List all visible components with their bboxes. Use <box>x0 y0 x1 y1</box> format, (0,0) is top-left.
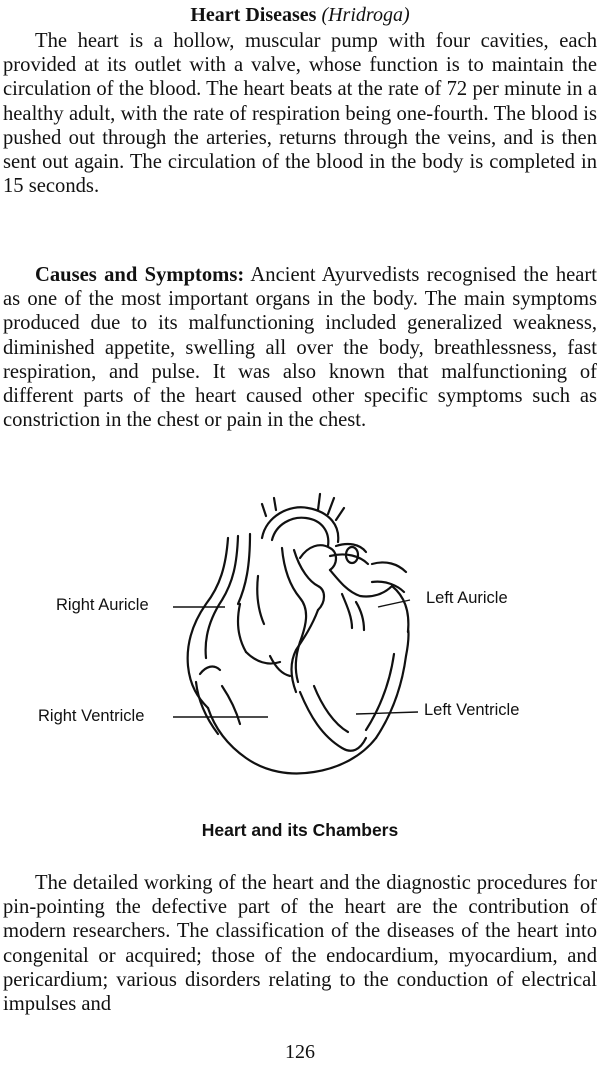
page-number: 126 <box>285 1041 315 1063</box>
figure-caption: Heart and its Chambers <box>201 820 399 840</box>
intro-paragraph: The heart is a hollow, muscular pump with four cavities, each provided at its outlet with a valve, whose function is to maintain the circulation of the blood. The heart beats at the rate of 72 per minute in a healthy adult, with the rate of respiration being one-fourth. The blood is pushed out through the arteries, returns through the veins, and is then sent out again. The circulation of the blood in the body is completed in 15 seconds. <box>3 30 597 198</box>
modern-research-paragraph: The detailed working of the heart and the diagnostic procedures for pin-pointing the defective part of the heart are the contribution of modern researchers. The classification of the diseases of the heart into congenital or acquired; those of the endocardium, myocardium, and pericardium; various disorders relating to the conduction of electrical impulses and <box>3 872 597 1016</box>
label-left-auricle: Left Auricle <box>426 589 508 607</box>
page-title <box>0 4 600 27</box>
label-left-ventricle: Left Ventricle <box>424 701 520 719</box>
causes-paragraph <box>3 263 597 432</box>
label-right-auricle: Right Auricle <box>56 596 149 614</box>
label-right-ventricle: Right Ventricle <box>38 707 145 725</box>
title-subtitle: (Hridroga) <box>321 4 410 26</box>
causes-heading: Causes and Symptoms: <box>35 264 245 286</box>
causes-text: Ancient Ayurvedists recognised the heart as one of the most important organs in the body. The main symptoms produced due to its malfunctioning included generalized weakness, diminished appetite, swelling all over the body, breathlessness, fast respiration, and pulse. It was also known that malfunctioning of different parts of the heart caused other specific symptoms such as constriction in the chest or pain in the chest. <box>3 264 597 432</box>
heart-illustration <box>0 486 600 786</box>
title-main: Heart Diseases <box>190 4 317 26</box>
heart-diagram <box>0 486 600 786</box>
